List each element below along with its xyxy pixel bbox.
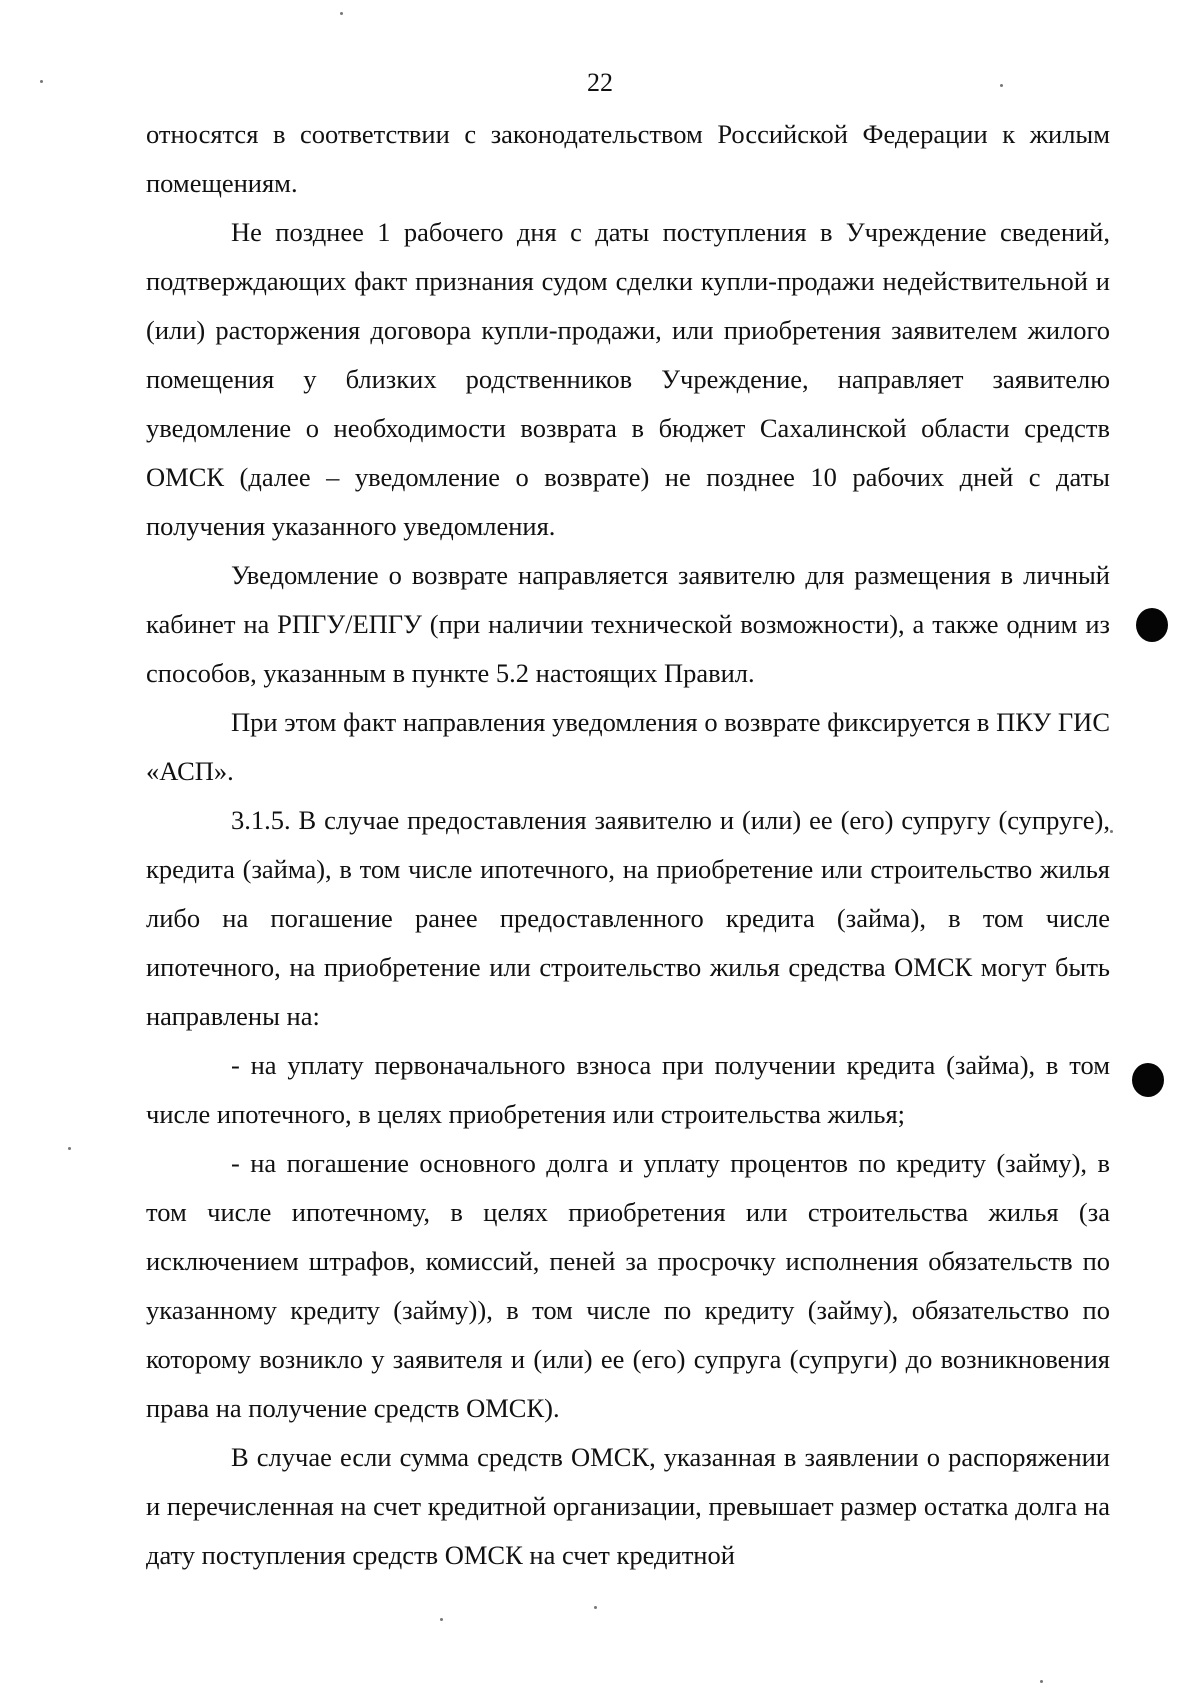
paragraph-notification-record: При этом факт направления уведомления о возврате фиксируется в ПКУ ГИС «АСП».	[146, 707, 1110, 786]
paragraph-notification-delivery: Уведомление о возврате направляется заявителю для размещения в личный кабинет на РПГУ/ЕПГУ (при наличии технической возможности), а также одним из способов, указанным в пункте 5.2 настоящих Правил.	[146, 560, 1110, 688]
scan-speck	[1040, 1680, 1043, 1683]
list-item-debt-repayment: - на погашение основного долга и уплату процентов по кредиту (займу), в том числе ипотечному, в целях приобретения или строительства жилья (за исключением штрафов, комиссий, пеней за просрочку исполнения обязательств по указанному кредиту (займу)), в том числе по кредиту (займу), обязательство по которому возникло у заявителя и (или) ее (его) супруга (супруги) до возникновения права на получение средств ОМСК).	[146, 1148, 1110, 1423]
scan-speck	[68, 1147, 71, 1150]
page-number: 22	[587, 68, 613, 97]
paragraph-excess-amount: В случае если сумма средств ОМСК, указанная в заявлении о распоряжении и перечисленная на счет кредитной организации, превышает размер остатка долга на дату поступления средств ОМСК на счет кредитной	[146, 1442, 1110, 1570]
paragraph-notification-deadline: Не позднее 1 рабочего дня с даты поступления в Учреждение сведений, подтверждающих факт признания судом сделки купли-продажи недействительной и (или) расторжения договора купли-продажи, или приобретения заявителем жилого помещения у близких родственников Учреждение, направляет заявителю уведомление о необходимости возврата в бюджет Сахалинской области средств ОМСК (далее – уведомление о возврате) не позднее 10 рабочих дней с даты получения указанного уведомления.	[146, 217, 1110, 541]
scan-speck	[1110, 830, 1113, 833]
paragraph-continuation: относятся в соответствии с законодательством Российской Федерации к жилым помещениям.	[146, 119, 1110, 198]
scan-speck	[1000, 84, 1003, 87]
scan-speck	[40, 80, 43, 83]
list-item-down-payment: - на уплату первоначального взноса при получении кредита (займа), в том числе ипотечного, в целях приобретения или строительства жилья;	[146, 1050, 1110, 1129]
scan-punch-hole-mark	[1136, 608, 1168, 642]
paragraph-section-3-1-5: 3.1.5. В случае предоставления заявителю и (или) ее (его) супругу (супруге), кредита (займа), в том числе ипотечного, на приобретение или строительство жилья либо на погашение ранее предоставленного кредита (займа), в том числе ипотечного, на приобретение или строительство жилья средства ОМСК могут быть направлены на:	[146, 805, 1110, 1031]
scan-speck	[594, 1606, 597, 1609]
document-body	[146, 110, 1110, 1580]
scan-speck	[340, 12, 343, 15]
scan-punch-hole-mark	[1132, 1063, 1164, 1097]
scan-speck	[440, 1618, 443, 1621]
